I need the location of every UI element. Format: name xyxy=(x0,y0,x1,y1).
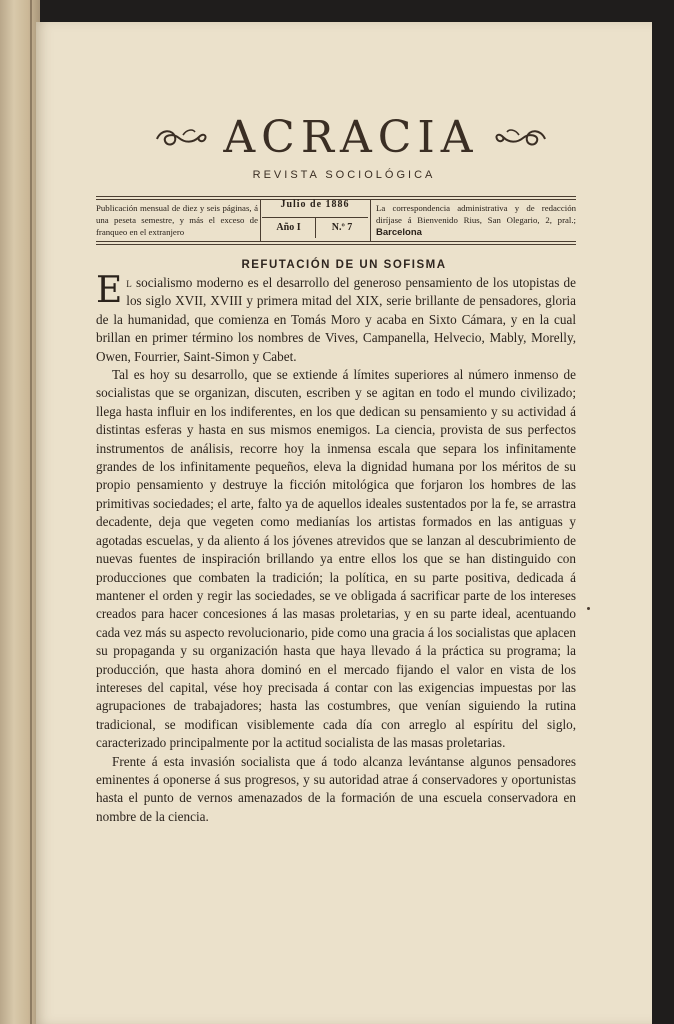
divider-left xyxy=(260,199,261,241)
paragraph-2: Tal es hoy su desarrollo, que se extiende á límites superiores al número inmenso de socialistas que se organizan, discuten, escriben y se agitan en todo el mundo civilizado; llega hasta influir en los indiferentes, en los que dedican su pensamiento y su actividad á distintas esferas y hasta en sus mismos enemigos. La ciencia, provista de sus perfectos instrumentos de análisis, recorre hoy la inmensa escala que separa los infinitamente grandes de los infinitamente pequeños, eleva la dignidad humana por los méritos de su propio pensamiento y destruye la ficción mitológica que forjaron los hombres de las primitivas sociedades; el arte, falto ya de aquellos ideales sustentados por la fe, se arrastra decadente, deja que vegeten como medianías los artistas formados en las antiguas y agotadas escuelas, y da aliento á los jóvenes atrevidos que se lanzan al descubrimiento de nuevas fuentes de inspiración brillando ya entre ellos los que se han distinguido con producciones que combaten la tradición; la política, en su parte positiva, dedicada á mantener el orden y regir las sociedades, se ve obligada á sacrificar parte de los intereses creados para hacer concesiones á las masas proletarias, y en su parte ideal, acentuando cada vez más su aspecto revolucionario, pide como una gracia á los socialistas que aplacen su propaganda y su organización hasta que haya llevado á la práctica su programa; la producción, que hasta ahora dominó en el mercado fijando el valor en vista de los intereses del capital, vése hoy precisada á contar con las exigencias impuestas por las agrupaciones de trabajadores; hasta las costumbres, que venían siguiendo la rutina tradicional, se modifican visiblemente cada día con arreglo al espíritu del siglo, caracterizado principalmente por la actitud socialista de las masas proletarias. xyxy=(96,367,576,751)
spine-edge xyxy=(30,0,32,1024)
article-body xyxy=(96,270,577,826)
right-flourish-icon xyxy=(493,123,549,153)
masthead xyxy=(106,108,596,168)
bottom-rule xyxy=(96,241,576,242)
issue-date: Julio de 1886 xyxy=(280,199,350,210)
correspondence-city: Barcelona xyxy=(376,227,422,238)
correspondence-text: La correspondencia administrativa y de redacción diríjase á Bienvenido Rius, San Olegario, 2, pral.; xyxy=(376,203,576,225)
drop-cap: E xyxy=(96,270,123,311)
masthead-subtitle: REVISTA SOCIOLÓGICA xyxy=(252,169,436,181)
book-spine xyxy=(0,0,40,1024)
paragraph-3: Frente á esta invasión socialista que á todo alcanza levántanse algunos pensadores eminentes á oponerse á sus progresos, y su autoridad atrae á conservadores y oportunistas hasta el punto de vernos amenazados de la formación de una escuela conservadora en nombre de la ciencia. xyxy=(96,753,576,824)
masthead-title: ACRACIA xyxy=(223,112,479,163)
bottom-rule-inner xyxy=(96,244,576,245)
publication-info xyxy=(96,196,576,264)
paragraph-1-text: socialismo moderno es el desarrollo del generoso pensamiento de los utopistas de los siglo XVII, XVIII y primera mitad del XIX, serie brillante de pensadores, gloria de la humanidad, que comienza en Tomás Moro y acaba en Sixto Cámara, y en la cual brillan en primer término los nombres de Vives, Campanella, Helvecio, Mably, Morelly, Owen, Fourrier, Saint-Simon y Cabet. xyxy=(96,275,577,364)
correspondence-info xyxy=(376,202,576,239)
divider-right xyxy=(370,199,371,241)
issue-year: Año I xyxy=(276,222,301,233)
ink-speck xyxy=(587,607,590,610)
subscription-info: Publicación mensual de diez y seis páginas, á una peseta semestre, y más el exceso de franqueo en el extranjero xyxy=(96,203,258,237)
left-flourish-icon xyxy=(153,123,209,153)
magazine-page xyxy=(36,22,652,1024)
article-title: REFUTACIÓN DE UN SOFISMA xyxy=(241,259,447,271)
issue-number: N.º 7 xyxy=(331,222,353,233)
first-word-rest: l xyxy=(126,275,132,290)
top-rule xyxy=(96,196,576,197)
paragraph-1 xyxy=(96,270,577,366)
issue-info xyxy=(262,199,368,241)
